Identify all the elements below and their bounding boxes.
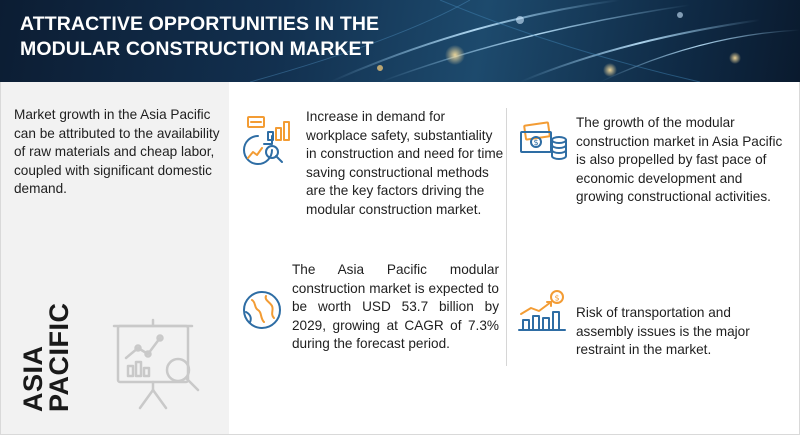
presentation-chart-icon bbox=[112, 318, 208, 410]
region-label bbox=[20, 303, 72, 413]
region-label-line-2: PACIFIC bbox=[44, 302, 74, 412]
driver-text: Increase in demand for workplace safety, substantiality in construction and need for time saving constructional methods are the key factors driving the modular construction market. bbox=[306, 109, 504, 217]
svg-text:$: $ bbox=[533, 138, 539, 147]
restraint-text: Risk of transportation and assembly issues is the major restraint in the market. bbox=[576, 305, 750, 358]
money-coins-icon bbox=[519, 120, 569, 164]
growth-driver-text: The growth of the modular construction market in Asia Pacific is also propelled by fast pace of economic development and growing constructional activities. bbox=[576, 115, 783, 205]
page-title bbox=[20, 12, 440, 62]
svg-text:$: $ bbox=[554, 293, 560, 303]
title-line-2: MODULAR CONSTRUCTION MARKET bbox=[20, 38, 374, 60]
analytics-icon bbox=[242, 114, 298, 170]
title-line-1: ATTRACTIVE OPPORTUNITIES IN THE bbox=[20, 13, 380, 35]
header-banner bbox=[0, 0, 800, 82]
market-forecast-text: The Asia Pacific modular construction market is expected to be worth USD 53.7 billion by 2029, growing at CAGR of 7.3% during the forecast period. bbox=[292, 262, 499, 352]
globe-icon bbox=[240, 288, 284, 332]
column-divider bbox=[506, 108, 507, 366]
region-summary-text: Market growth in the Asia Pacific can be attributed to the availability of raw materials and cheap labor, coupled with significant domestic demand. bbox=[14, 107, 220, 197]
growth-chart-icon bbox=[517, 288, 571, 334]
region-label-line-1: ASIA bbox=[18, 345, 48, 412]
